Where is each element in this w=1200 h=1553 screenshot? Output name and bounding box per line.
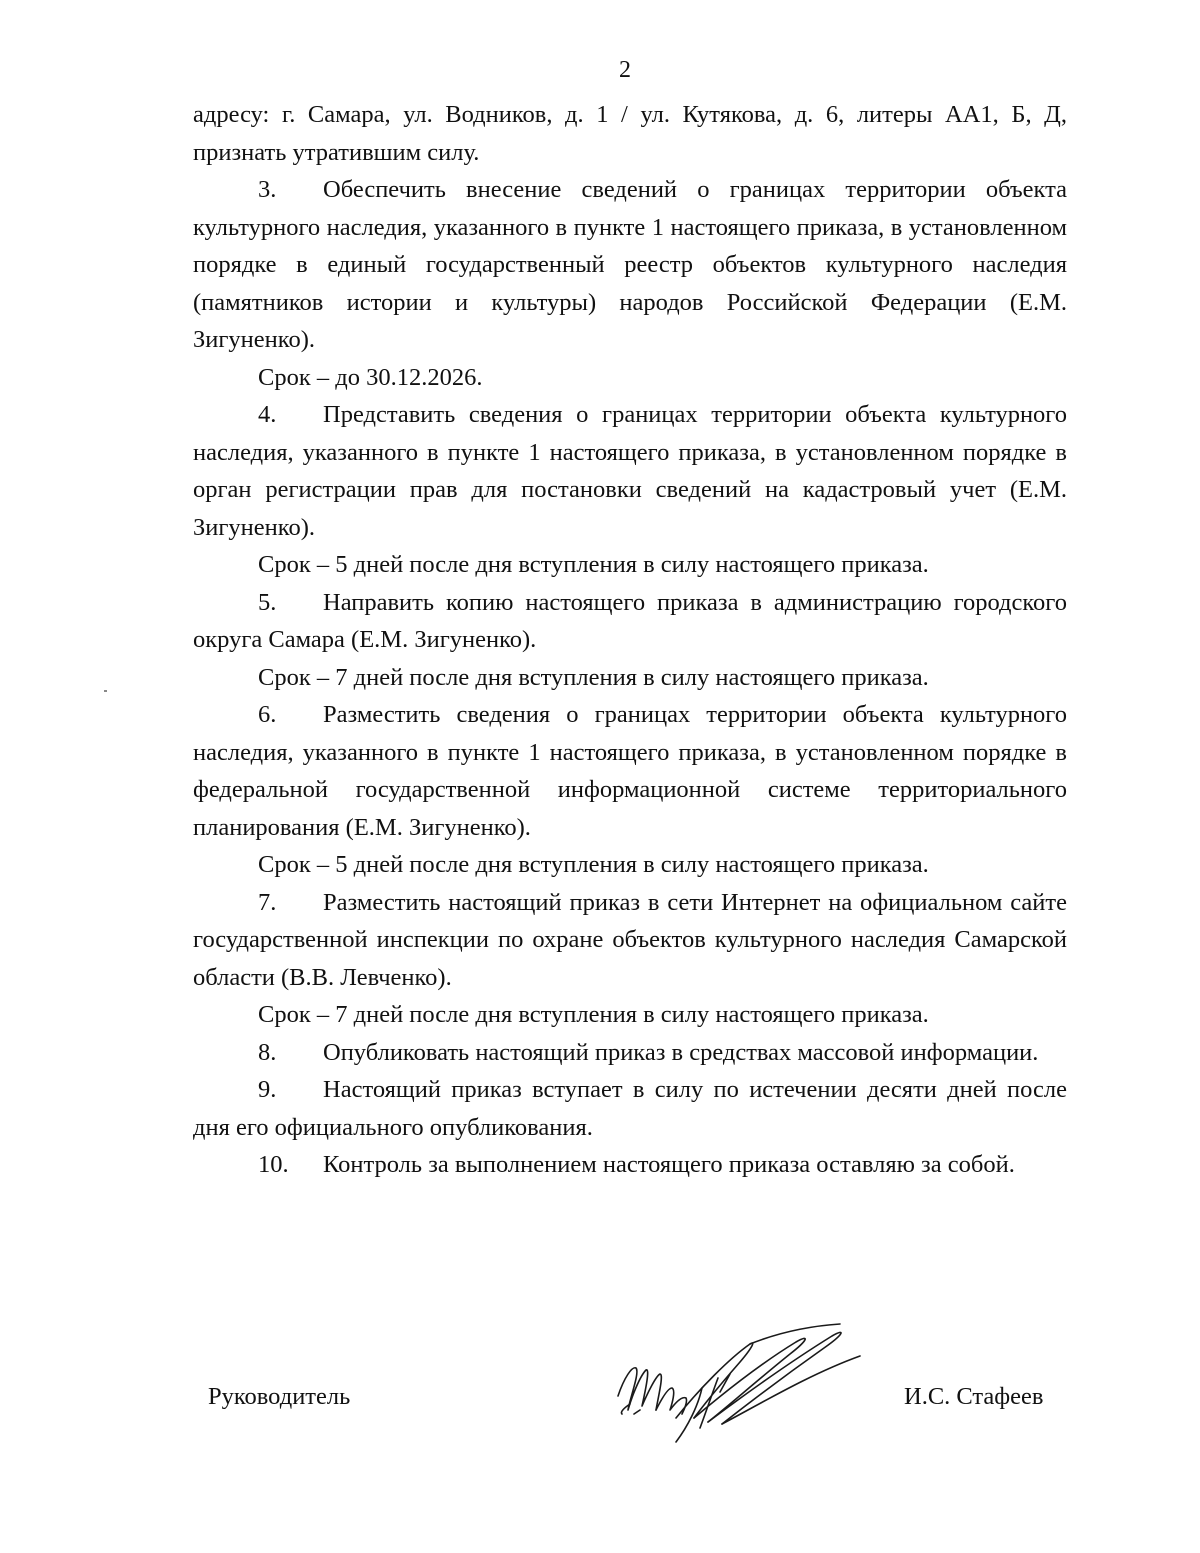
paragraph-text: Срок – 5 дней после дня вступления в силу настоящего приказа. [258,851,929,878]
list-item-6 [193,696,1067,846]
list-item-7 [193,884,1067,997]
page-number: 2 [619,57,631,83]
deadline-5 [193,659,1067,697]
paragraph-text: Срок – до 30.12.2026. [258,363,483,391]
deadline-6 [193,846,1067,884]
item-number: 8. [258,1038,277,1066]
paragraph-text: Представить сведения о границах территории объекта культурного наследия, указанного в пункте 1 настоящего приказа, в установленном порядке в орган регистрации прав для постановки сведений на кадастровый учет (Е.М. Зигуненко). [193,401,1067,541]
item-number: 9. [258,1076,277,1103]
item-number: 3. [258,176,277,203]
list-item-8 [193,1034,1067,1072]
deadline-7 [193,996,1067,1034]
list-item-3 [193,171,1067,359]
paragraph-text: Контроль за выполнением настоящего приказа оставляю за собой. [323,1151,1015,1178]
item-number: 6. [258,701,277,728]
paragraph-text: Опубликовать настоящий приказ в средствах массовой информации. [323,1038,1039,1066]
paragraph-text: Настоящий приказ вступает в силу по истечении десяти дней после дня его официального опубликования. [193,1076,1067,1141]
margin-mark [104,690,107,692]
document-body [193,96,1067,1184]
paragraph-text: Срок – 7 дней после дня вступления в силу настоящего приказа. [258,1001,929,1028]
signatory-name: И.С. Стафеев [904,1383,1044,1410]
deadline-3 [193,359,1067,397]
paragraph-text: Направить копию настоящего приказа в администрацию городского округа Самара (Е.М. Зигуненко). [193,588,1067,653]
item-number: 7. [258,888,277,916]
signature-block [0,1378,1200,1458]
list-item-10 [193,1146,1067,1184]
deadline-4 [193,546,1067,584]
signatory-position: Руководитель [208,1383,351,1410]
handwritten-signature [610,1318,870,1448]
item-number: 5. [258,588,277,616]
item-number: 10. [258,1151,289,1178]
paragraph-text: Срок – 7 дней после дня вступления в силу настоящего приказа. [258,663,929,691]
paragraph-continuation [193,96,1067,171]
paragraph-text: адресу: г. Самара, ул. Водников, д. 1 / ул. Кутякова, д. 6, литеры АА1, Б, Д, признать утратившим силу. [193,101,1067,166]
paragraph-text: Срок – 5 дней после дня вступления в силу настоящего приказа. [258,551,929,578]
list-item-9 [193,1071,1067,1146]
paragraph-text: Разместить настоящий приказ в сети Интернет на официальном сайте государственной инспекции по охране объектов культурного наследия Самарской области (В.В. Левченко). [193,888,1067,991]
paragraph-text: Разместить сведения о границах территории объекта культурного наследия, указанного в пункте 1 настоящего приказа, в установленном порядке в федеральной государственной информационной системе территориального планирования (Е.М. Зигуненко). [193,701,1067,841]
list-item-4 [193,396,1067,546]
paragraph-text: Обеспечить внесение сведений о границах территории объекта культурного наследия, указанного в пункте 1 настоящего приказа, в установленном порядке в единый государственный реестр объектов культурного наследия (памятников истории и культуры) народов Российской Федерации (Е.М. Зигуненко). [193,176,1067,353]
item-number: 4. [258,401,277,428]
list-item-5 [193,584,1067,659]
